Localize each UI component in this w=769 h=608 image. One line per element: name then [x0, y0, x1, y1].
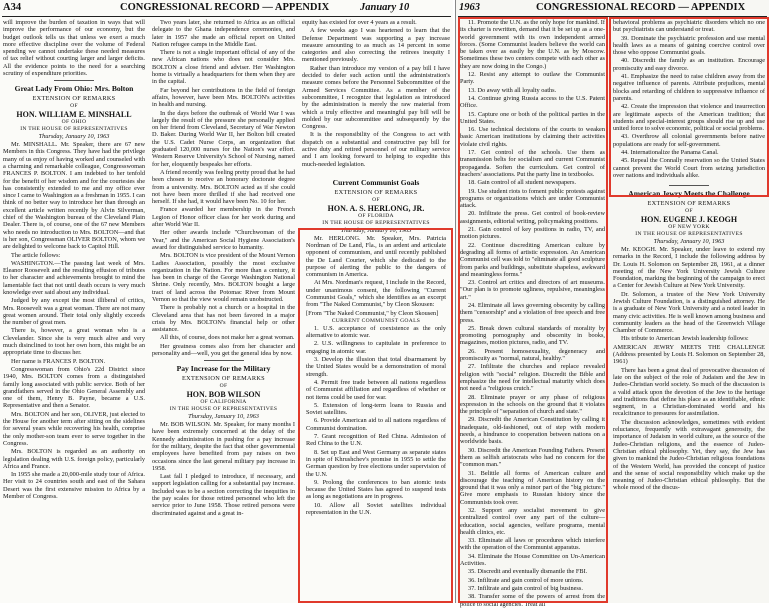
publication-title: CONGRESSIONAL RECORD — APPENDIX — [120, 2, 330, 13]
article-title: Current Communist Goals — [332, 177, 420, 187]
goal-item: 37. Infiltrate and gain control of big business. — [468, 584, 583, 592]
of-label: OF — [219, 382, 228, 389]
house-label: IN THE HOUSE OF REPRESENTATIVES — [322, 220, 430, 227]
left-column-2 — [152, 19, 295, 603]
page-number: A34 — [3, 2, 22, 13]
member-name: HON. A. S. HERLONG, JR. — [327, 203, 425, 213]
house-label: IN THE HOUSE OF REPRESENTATIVES — [635, 231, 743, 238]
divider — [669, 185, 709, 186]
divider — [54, 80, 94, 81]
goal-item: 42. Create the impression that violence and insurrection are legitimate aspects of the American tradition; that students and special-interest groups should rise up and use united force to solve economic, political or social problems. — [613, 103, 765, 133]
goal-item: 20. Infiltrate the press. Get control of book-review assignments, editorial writing, policymaking positions. — [460, 210, 605, 225]
right-column-1 — [460, 19, 605, 608]
goal-item: 16. Use technical decisions of the courts to weaken basic American institutions by claiming their activities violate civil rights. — [460, 126, 605, 148]
house-label: IN THE HOUSE OF REPRESENTATIVES — [169, 406, 278, 413]
paragraph: Rather than introduce my version of a pay bill I have decided to defer such action until the administration's measure comes before the Personnel Subcommittee of the Armed Services Committee. As a member of the subcommittee, I recognize that legislation as introduced by the administration is merely the raw material from which a truly effective and meaningful pay bill will be molded by our subcommittee and subsequently by the Congress. — [302, 64, 450, 131]
paragraph: equity has existed for over 4 years as a result. — [302, 19, 417, 26]
paragraph: Mr. MINSHALL. Mr. Speaker, there are 67 new Members in this Congress. They have had the privilege many of us enjoy of having worked and counseled with a charming and remarkable colleague, Congresswoman FRANCES P. BOLTON. I am indebted to her tenfold for the benefit of her wisdom and for the courtesies she has consistently extended to me and my office ever since I came to Washington as a freshman in 1955. I can think of no better way to introduce her than through an excellent article written recently by Alvin Silverman, chief of the Washington bureau of the Cleveland Plain Dealer. There is, of course, one of the 67 new Members who needs no introduction to Mrs. BOLTON—and that is her son, Congressman OLIVER BOLTON, whom we are delighted to welcome back to Capitol Hill. — [3, 141, 145, 251]
goal-item: 5. Extension of long-term loans to Russia and Soviet satellites. — [306, 401, 446, 417]
goal-item: 28. Eliminate prayer or any phase of religious expression in the schools on the ground that it violates the principle of "separation of church and state." — [460, 393, 605, 416]
session-date: Thursday, January 10, 1963 — [188, 413, 259, 421]
goal-item: 26. Present homosexuality, degeneracy and promiscuity as "normal, natural, healthy." — [460, 347, 605, 363]
paragraph: In the days before the outbreak of World War I was largely the result of the pressure she personally applied on her friend from Cleveland, Secretary of War Newton D. Baker. During World War II, her Bolton bill created the U.S. Cadet Nurse Corps, an organization that graduated 120,000 nurses for the Nation's war effort. Western Reserve University's School of Nursing, named for her, eloquently bespeaks her efforts. — [152, 109, 295, 168]
right-column-2 — [613, 19, 765, 603]
session-date: Thursday, January 10, 1963 — [653, 238, 725, 246]
paragraph: Congresswoman from Ohio's 22d District since 1940, Mrs. BOLTON comes from a distinguished family long associated with public service. Both of her grandfathers served in the Ohio General Assembly and one of them, Henry B. Payne, became a U.S. Representative and then a Senator. — [3, 365, 145, 410]
paragraph: Her other awards include "Churchwoman of the Year," and the American Social Hygiene Association's award for distinguished service to humanity. — [152, 229, 295, 251]
paragraph: There is probably not a church or a hospital in the Cleveland area that has not been favored in a major crisis by Mrs. BOLTON's financial help or other assistance. — [152, 304, 295, 334]
address-heading: AMERICAN JEWRY MEETS THE CHALLENGE (Address presented by Louis H. Solomon on September 28, 1961) — [613, 343, 765, 366]
goal-item: 29. Discredit the American Constitution by calling it inadequate, old-fashioned, out of step with modern needs, a hindrance to cooperation between nations on a worldwide basis. — [460, 416, 605, 446]
article-title: Great Lady From Ohio: Mrs. Bolton — [14, 84, 134, 94]
paragraph: Judged by any except the most illiberal of critics, Mrs. Roosevelt was a great woman. There are not many great women around. Their total only slightly exceeds the number of great men. — [3, 297, 145, 327]
paragraph: Far beyond her contributions in the field of foreign affairs, however, have been Mrs. BOLTON's activities in health and nursing. — [152, 86, 295, 109]
goal-item: behavioral problems as psychiatric disorders which no one but psychiatrists can understand or treat. — [613, 19, 765, 34]
paragraph: Mr. BOB WILSON. Mr. Speaker, for many months I have been extremely concerned at the delay of the Kennedy administration in pushing for a pay increase for the military, despite the fact that other governmental employees have benefited from pay raises on two occasions since the last general military pay increase in 1958. — [152, 421, 295, 472]
member-state: OF NEW YORK — [668, 224, 710, 231]
member-name: HON. BOB WILSON — [186, 389, 261, 399]
extension-heading: EXTENSION OF REMARKS — [32, 95, 116, 103]
goal-item: 4. Permit free trade between all nations regardless of Communist affiliation and regardless of whether or not items could be used for war. — [306, 378, 446, 401]
goal-item: 19. Use student riots to foment public protests against programs or organizations which are under Communist attack. — [460, 187, 605, 210]
goal-item: 23. Control art critics and directors of art museums. "Our plan is to promote ugliness, repulsive, meaningless art." — [460, 279, 605, 301]
member-name: HON. EUGENE J. KEOGH — [640, 214, 738, 224]
divider — [204, 360, 244, 361]
goal-item: 10. Allow all Soviet satellites individual representation in the U.N. — [306, 501, 446, 517]
goal-item: 44. Internationalize the Panama Canal. — [621, 149, 719, 157]
goal-item: 3. Develop the illusion that total disarmament by the United States would be a demonstration of moral strength. — [306, 356, 446, 378]
goal-item: 9. Prolong the conferences to ban atomic tests because the United States has agreed to suspend tests as long as negotiations are in progress. — [306, 478, 446, 501]
of-label: OF — [372, 196, 380, 203]
goal-item: 32. Support any socialist movement to give centralized control over any part of the culture—education, social agencies, welfare programs, mental health clinics, etc. — [460, 507, 605, 536]
paragraph: France awarded her membership in the French Legion of Honor officer class for her work during and after World War II. — [152, 206, 295, 229]
paragraph: The article follows: — [11, 251, 61, 259]
extension-heading: EXTENSION OF REMARKS — [334, 188, 418, 196]
goal-item: 36. Infiltrate and gain control of more unions. — [468, 576, 584, 584]
paragraph: Mrs. BOLTON is vice president of the Mount Vernon Ladies Association, possibly the most exclusive organization in the Nation. For more than a century, it has been in charge of the George Washington National Shrine. Only recently, Mrs. BOLTON bought a large tract of land across the Potomac River from Mount Vernon so that the view would remain unobstructed. — [152, 252, 295, 303]
goal-item: 35. Discredit and eventually dismantle the FBI. — [468, 568, 588, 576]
goal-item: 43. Overthrow all colonial governments before native populations are ready for self-government. — [613, 133, 765, 148]
member-state: OF FLORIDA — [358, 213, 394, 220]
paragraph: Her name is FRANCES P. BOLTON. — [11, 357, 106, 365]
goal-item: 24. Eliminate all laws governing obscenity by calling them "censorship" and a violation of free speech and free press. — [460, 301, 605, 324]
paragraph: In 1955 she made a 20,000-mile study tour of Africa. Her visit to 24 countries south and east of the Sahara Desert was the first extensive mission to Africa by a Member of Congress. — [3, 471, 145, 501]
extension-heading: EXTENSION OF REMARKS — [647, 200, 731, 208]
goal-item: 25. Break down cultural standards of morality by promoting pornography and obscenity in books, magazines, motion pictures, radio, and TV. — [460, 324, 605, 347]
paragraph: Her greatness comes also from her character and personality and—well, you get the general idea by now. — [152, 342, 295, 358]
goal-item: 34. Eliminate the House Committee on Un-American Activities. — [460, 552, 605, 568]
header-year: 1963 — [459, 2, 480, 13]
goal-item: 13. Do away with all loyalty oaths. — [468, 86, 557, 94]
paragraph: There is, however, a great woman who is a Clevelander. Since she is very much alive and very much disinclined to toot her own horn, this might be an appropriate time to discuss her. — [3, 327, 145, 357]
header-rule — [2, 16, 451, 17]
article-title: American Jewry Meets the Challenge — [628, 189, 750, 199]
goal-item: 41. Emphasize the need to raise children away from the negative influence of parents. Attribute prejudices, mental blocks and retarding of children to suppressive influence of parents. — [613, 73, 765, 102]
header-rule — [458, 16, 767, 17]
left-column-1 — [3, 19, 145, 603]
of-label: OF — [685, 207, 693, 214]
article-title: Pay Increase for the Military — [176, 364, 271, 374]
paragraph: It is the responsibility of the Congress to act with dispatch on a substantial and constructive pay bill for active duty and retired personnel of our military service and I am looking forward to helping to expedite this much-needed legislation. — [302, 131, 450, 168]
paragraph: will improve the burden of taxation in ways that will improve the performance of our economy, but the budget outlook tells us that unless we exert a much more effective discipline over the volume of Federal spending we cannot undertake these needed measures of tax relief without courting larger and larger deficits. All the evidence points to the need for a searching scrutiny of expenditure priorities. — [3, 19, 145, 78]
goal-item: 45. Repeal the Connally reservation so the United States cannot prevent the World Court from seizing jurisdiction over nations and individuals alike. — [613, 157, 765, 179]
right-page-header — [456, 2, 769, 16]
paragraph: A few weeks ago I was heartened to learn that the Defense Department was supporting a pay increase measure amounting to as much as 14 percent in some categories and also correcting the retirees inequity I mentioned previously. — [302, 27, 450, 64]
member-name: HON. WILLIAM E. MINSHALL — [16, 109, 132, 119]
paragraph: There has been a great deal of provocative discussion of late on the subject of the role of Judaism and the Jew in Judeo-Christian world society. So much of the discussion is a valid attack upon the devotion of the Jew to the heritage and traditions that define his place as an identifiable, ethnic segment, in a Christian-dominated world and his recalcitrance to pressures for assimilation. — [613, 366, 765, 418]
paragraph: Mr. HERLONG. Mr. Speaker, Mrs. Patricia Nordman of De Land, Fla., is an ardent and articulate opponent of communism, and until recently published the De Land Courier, which she dedicated to the purpose of alerting the public to the dangers of communism in America. — [306, 234, 446, 279]
paragraph: All this, of course, does not make her a great woman. — [160, 334, 295, 342]
communist-goals-article — [302, 178, 450, 516]
paragraph: Two years later, she returned to Africa as an official delegate to the Ghana independence ceremonies, and later in 1957 she made an official report on United Nation refugee camps in the Middle East. — [152, 19, 295, 48]
source-citation: [From "The Naked Communist," by Cleon Skousen] — [306, 309, 439, 317]
goal-item: 14. Continue giving Russia access to the U.S. Patent Office. — [460, 94, 605, 110]
left-column-3 — [302, 19, 450, 603]
extension-heading: EXTENSION OF REMARKS — [182, 375, 265, 383]
goal-item: 31. Belittle all forms of American culture and discourage the teaching of American history on the ground that it was only a minor part of the "big picture." Give more emphasis to Russian history since the Communists took over. — [460, 469, 605, 506]
goal-item: 6. Provide American aid to all nations regardless of Communist domination. — [306, 417, 446, 432]
publication-title: CONGRESSIONAL RECORD — APPENDIX — [536, 2, 746, 13]
header-date: January 10 — [360, 2, 410, 13]
goal-item: 22. Continue discrediting American culture by degrading all forms of artistic expression. An American Communist cell was told to "eliminate all good sculpture from parks and buildings, substitute shapeless, awkward and meaningless forms." — [460, 241, 605, 278]
paragraph: Mrs. BOLTON and her son, OLIVER, just elected to the House for another term after sitting on the sidelines for several years while recovering his health, comprise the only mother-son team ever to serve together in the Congress. — [3, 410, 145, 447]
goal-item: 2. U.S. willingness to capitulate in preference to engaging in atomic war. — [306, 340, 446, 355]
goal-item: 7. Grant recognition of Red China. Admission of Red China to the U.N. — [306, 433, 446, 448]
right-page — [455, 0, 769, 608]
goal-item: 33. Eliminate all laws or procedures which interfere with the operation of the Communist apparatus. — [460, 537, 605, 552]
session-date: Thursday, January 10, 1963 — [38, 133, 110, 141]
goal-item: 30. Discredit the American Founding Fathers. Present them as selfish aristocrats who had no concern for the "common man." — [460, 446, 605, 469]
goal-item: 1. U.S. acceptance of coexistence as the only alternative to atomic war. — [306, 324, 446, 340]
paragraph: WASHINGTON.—The passing last week of Mrs. Eleanor Roosevelt and the resulting effusion of tributes to her character and achievements brought to mind the lamentable fact that not until death occurs is very much knowledge ever said about any individual. — [3, 259, 145, 296]
paragraph: Mrs. BOLTON is regarded as an authority on legislation dealing with U.S. foreign policy, particularly Africa and France. — [3, 448, 145, 470]
goal-item: 17. Get control of the schools. Use them as transmission belts for socialism and current Communist propaganda. Soften the curriculum. Get control of teachers' associations. Put the party line in textbooks. — [460, 149, 605, 178]
paragraph: Dr. Solomon, a trustee of the New York University Jewish Culture Foundation, is a distinguished attorney. He is a graduate of New York University and a noted leader in many civic activities. He is well known among business and community leaders as the head of the Greenwich Village Chamber of Commerce. — [613, 290, 765, 335]
goal-item: 8. Set up East and West Germany as separate states in spite of Khrushchev's promise in 1955 to settle the German question by free elections under supervision of the U.N. — [306, 448, 446, 478]
goal-item: 15. Capture one or both of the political parties in the United States. — [460, 110, 605, 125]
member-state: OF OHIO — [61, 119, 87, 126]
paragraph: There is not a single important official of any of the new African nations who does not consider Mrs. BOLTON a close friend and adviser. Her Washington home is virtually a headquarters for them when they are in the capital. — [152, 49, 295, 86]
goal-item: 21. Gain control of key positions in radio, TV, and motion pictures. — [460, 226, 605, 241]
goal-item: 12. Resist any attempt to outlaw the Communist Party. — [460, 71, 605, 86]
session-date: Thursday, January 10, 1963 — [340, 227, 412, 235]
member-state: OF CALIFORNIA — [200, 399, 247, 406]
goal-item: 27. Infiltrate the churches and replace revealed religion with "social" religion. Discredit the Bible and emphasize the need for intellectual maturity which does not need a "religious crutch." — [460, 363, 605, 393]
goal-item: 18. Gain control of all student newspapers. — [468, 179, 577, 187]
paragraph: Mr. KEOGH. Mr. Speaker, under leave to extend my remarks in the Record, I include the following address by Dr. Louis H. Solomon on September 28, 1961, at a dinner meeting of the New York University Jewish Culture Foundation, marking the beginning of the campaign to erect a Center for Jewish Culture at New York University. — [613, 245, 765, 290]
goals-heading: CURRENT COMMUNIST GOALS — [331, 317, 421, 324]
of-label: OF — [70, 102, 78, 109]
paragraph: The discussion acknowledges, sometimes with evident reluctance, frequently with extravagant generosity, the importance of Judaism in world culture, as the source of the Judeo-Christian religions, and the essence of Judeo-Christian ethical philosophy. Yet, they say, the Jew has given to mankind the Judeo-Christian religious foundations of the Western World, has provided the concept of justice and the sense of social responsibility which make up the meaning of Judeo-Christian ethical philosophy. But the whole mood of the discus- — [613, 418, 765, 492]
goal-item: 38. Transfer some of the powers of arrest from the police to social agencies. Treat all — [460, 593, 605, 608]
goal-item: 39. Dominate the psychiatric profession and use mental health laws as a means of gaining coercive control over those who oppose Communist goals. — [613, 34, 765, 57]
left-page-header — [0, 2, 453, 16]
paragraph: At Mrs. Nordman's request, I include in the Record, under unanimous consent, the following "Current Communist Goals," which she identifies as an excerpt from "The Naked Communist," by Cleon Skousen: — [306, 279, 446, 309]
goal-item: 40. Discredit the family as an institution. Encourage promiscuity and easy divorce. — [613, 57, 765, 72]
paragraph: Last fall I pledged to introduce, if necessary, and support legislation calling for a substantial pay increase. Included was to be a section correcting the inequities in the pay scales for those retired personnel who left the service prior to June 1958. Those retired persons were discriminated against and a great in- — [152, 473, 295, 517]
paragraph: His tribute to American Jewish leadership follows: — [621, 335, 749, 343]
house-label: IN THE HOUSE OF REPRESENTATIVES — [20, 126, 128, 133]
paragraph: A friend recently was feeling pretty proud that he had been chosen to receive an honorary doctorate degree from a university. Mrs. BOLTON acted as if she could not have been more thrilled if she had received one herself. If she had, it would have been No. 10 for her. — [152, 168, 295, 206]
goal-item: 11. Promote the U.N. as the only hope for mankind. If its charter is rewritten, demand that it be set up as a one-world government with its own independent armed forces. (Some Communist leaders believe the world can be taken over as easily by the U.N. as by Moscow. Sometimes these two centers compete with each other as they are now doing in the Congo.) — [460, 19, 605, 70]
